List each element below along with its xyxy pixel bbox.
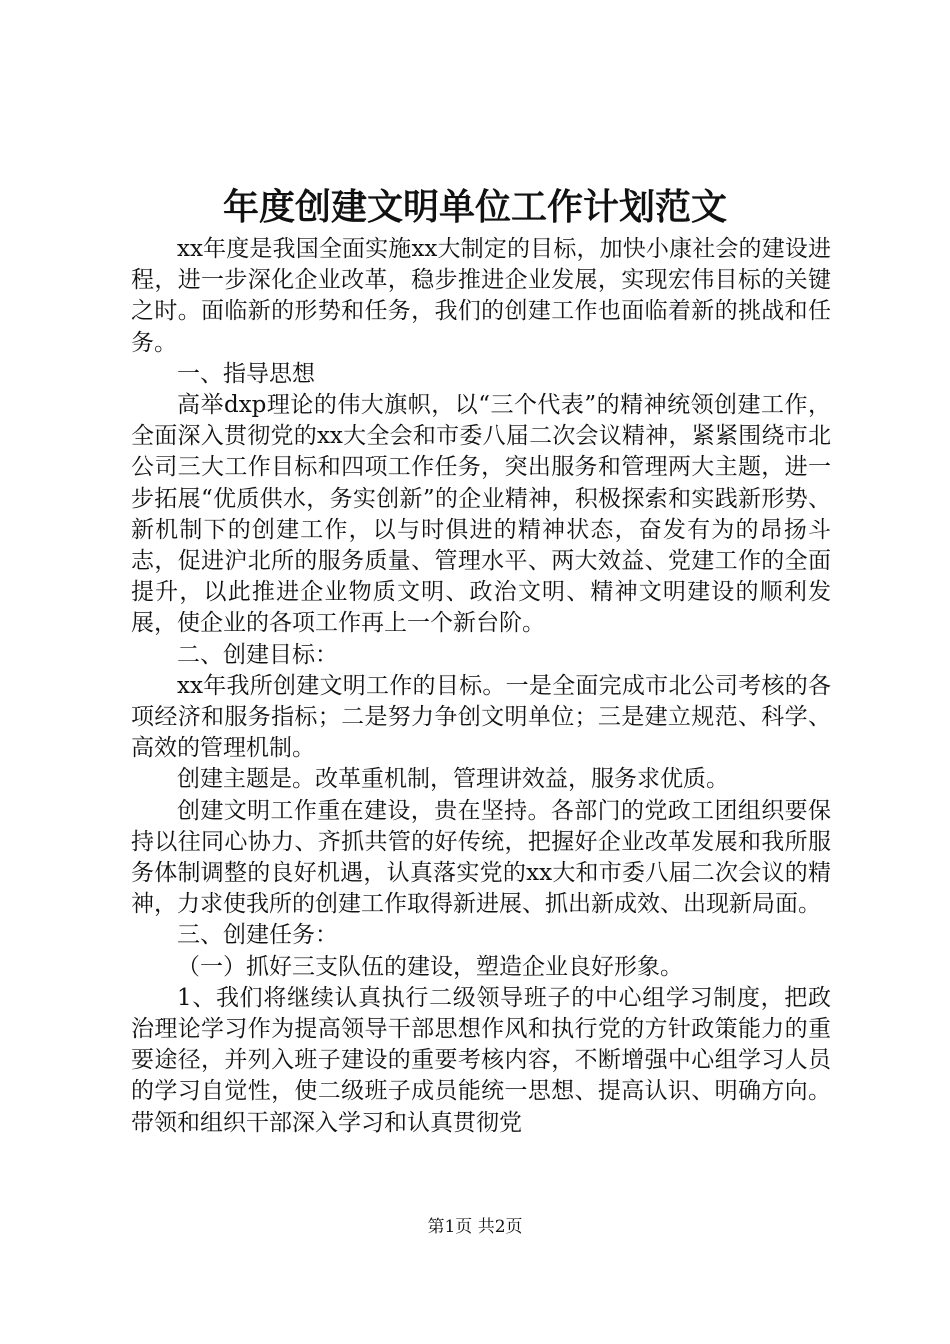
paragraph-persistence: 创建文明工作重在建设，贵在坚持。各部门的党政工团组织要保持以往同心协力、齐抓共管的好传统，把握好企业改革发展和我所服务体制调整的良好机遇，认真落实党的xx大和市委八届二次会议的精神，力求使我所的创建工作取得新进展、抓出新成效、出现新局面。: [131, 797, 831, 918]
section-heading-goals: 二、创建目标：: [177, 641, 338, 668]
section-heading-guiding-thought: 一、指导思想: [177, 360, 315, 387]
paragraph-task-1: 1、我们将继续认真执行二级领导班子的中心组学习制度，把政治理论学习作为提高领导干部思想作风和执行党的方针政策能力的重要途径，并列入班子建设的重要考核内容，不断增强中心组学习人员的学习自觉性，使二级班子成员能统一思想、提高认识、明确方向。带领和组织干部深入学习和认真贯彻党: [131, 984, 831, 1136]
section-heading-tasks: 三、创建任务：: [177, 922, 338, 949]
document-title: 年度创建文明单位工作计划范文: [222, 186, 727, 228]
paragraph-theme: 创建主题是。改革重机制，管理讲效益，服务求优质。: [177, 766, 729, 793]
subheading-three-teams: （一）抓好三支队伍的建设，塑造企业良好形象。: [177, 953, 683, 980]
paragraph-intro: xx年度是我国全面实施xx大制定的目标，加快小康社会的建设进程，进一步深化企业改革，稳步推进企业发展，实现宏伟目标的关键之时。面临新的形势和任务，我们的创建工作也面临着新的挑战和任务。: [131, 236, 831, 356]
document-body: [131, 234, 831, 1139]
paragraph-guiding-thought: 高举dxp理论的伟大旗帜，以“三个代表”的精神统领创建工作，全面深入贯彻党的xx大全会和市委八届二次会议精神，紧紧围绕市北公司三大工作目标和四项工作任务，突出服务和管理两大主题，进一步拓展“优质供水，务实创新”的企业精神，积极探索和实践新形势、新机制下的创建工作，以与时俱进的精神状态，奋发有为的昂扬斗志，促进沪北所的服务质量、管理水平、两大效益、党建工作的全面提升，以此推进企业物质文明、政治文明、精神文明建设的顺利发展，使企业的各项工作再上一个新台阶。: [131, 392, 831, 637]
paragraph-goals: xx年我所创建文明工作的目标。一是全面完成市北公司考核的各项经济和服务指标；二是努力争创文明单位；三是建立规范、科学、高效的管理机制。: [131, 672, 831, 762]
page-footer: 第1页 共2页: [427, 1217, 523, 1237]
